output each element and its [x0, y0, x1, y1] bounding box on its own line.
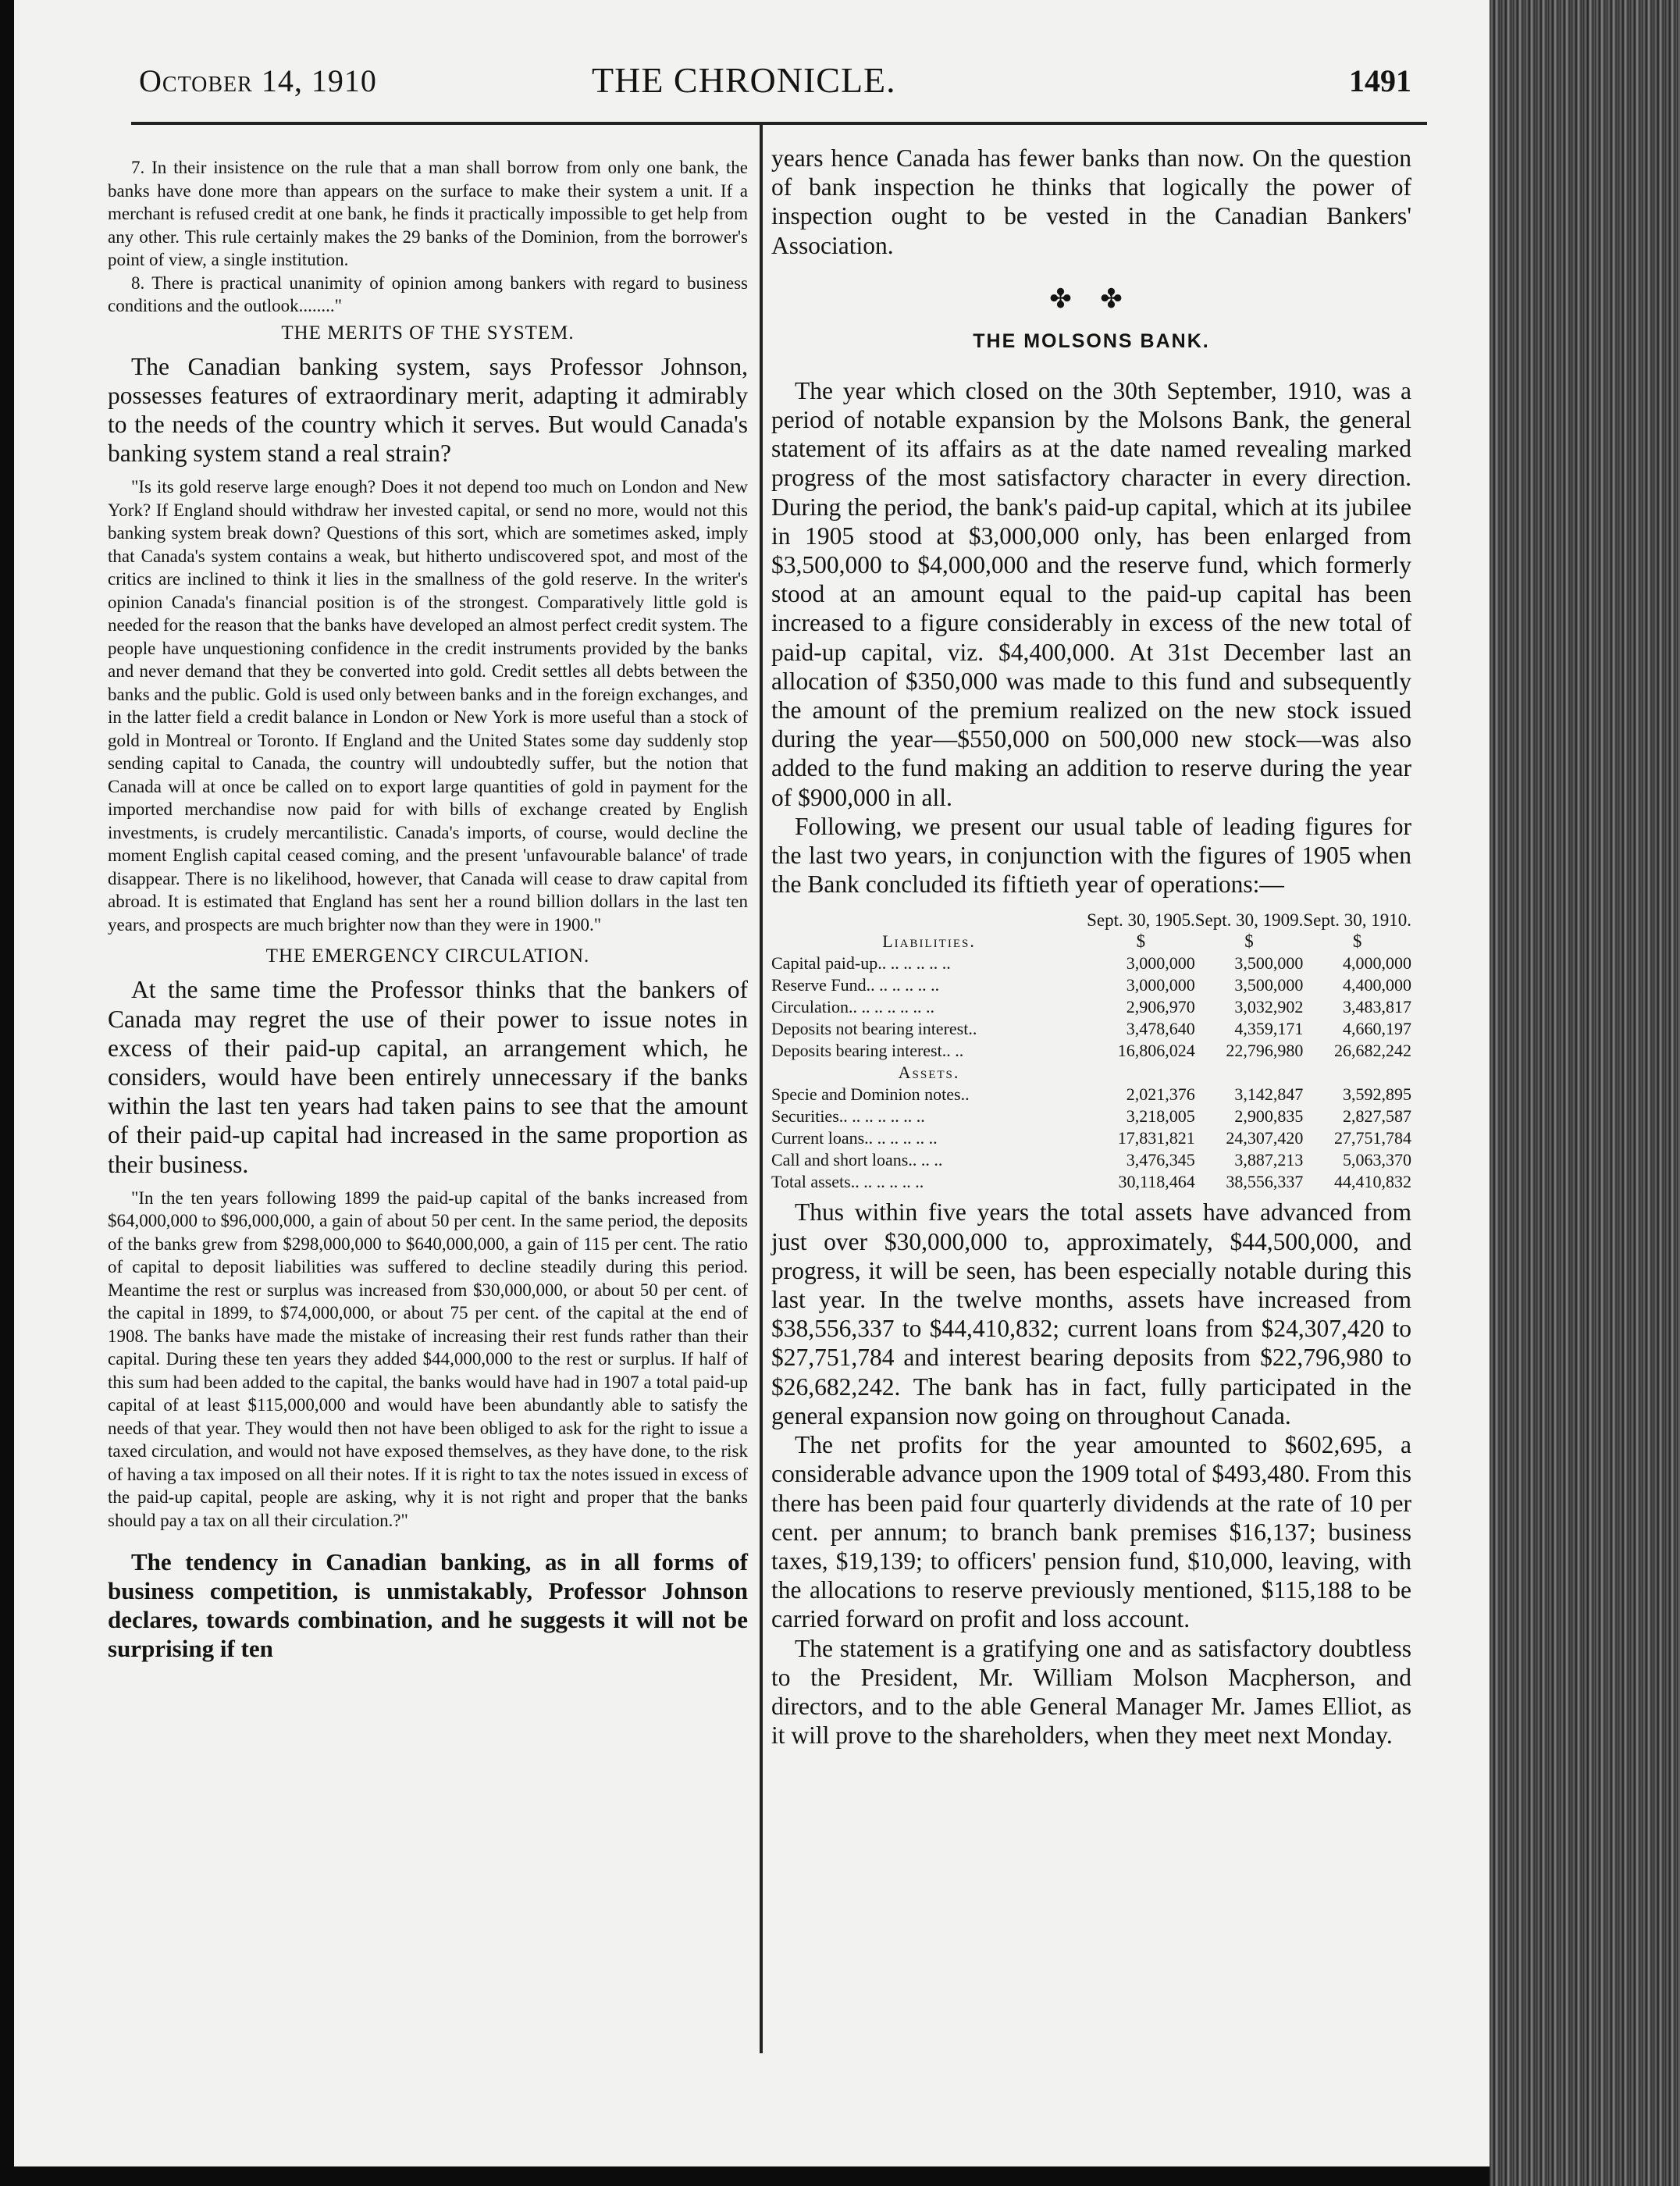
table-row — [771, 996, 1411, 1018]
molsons-paragraph-3: Thus within five years the total assets have advanced from just over $30,000,000 to, approximately, $44,500,000, and progress, it will be seen, has been especially notable during this last year. In the twelve months, assets have increased from $38,556,337 to $44,410,832; current loans from $24,307,420 to $27,751,784 and interest bearing deposits from $22,796,980 to $26,682,242. The bank has in fact, fully participated in the general expansion now going on throughout Canada. — [771, 1198, 1411, 1429]
table-row — [771, 1105, 1411, 1127]
value-1909: 3,500,000 — [1234, 975, 1304, 995]
row-label: Capital paid-up.. .. .. .. .. .. — [771, 953, 951, 974]
value-1909: 24,307,420 — [1226, 1128, 1304, 1148]
financial-table — [771, 910, 1411, 1193]
closing-paragraph: The tendency in Canadian banking, as in all forms of business competition, is unmistakably, Professor Johnson declares, towards combination, and he suggests it will not be surprising if ten — [108, 1548, 748, 1663]
header-rule — [131, 122, 1427, 125]
value-1910: 44,410,832 — [1334, 1172, 1411, 1192]
value-1905: 17,831,821 — [1117, 1128, 1195, 1148]
emergency-quote: "In the ten years following 1899 the paid-up capital of the banks increased from $64,000,000 to $96,000,000, a gain of about 50 per cent. In the same period, the deposits of the banks grew from $298,000,000 to $640,000,000, a gain of 115 per cent. The ratio of capital to deposit liabilities was suffered to decline steadily during this period. Meantime the rest or surplus was increased from $30,000,000, or about 50 per cent. of the capital in 1899, to $74,000,000, or about 75 per cent. of the capital at the end of 1908. The banks have made the mistake of increasing their rest funds rather than their capital. During these ten years they added $44,000,000 to the rest or surplus. If half of this sum had been added to the capital, the banks would have had in 1907 a total paid-up capital of at least $115,000,000 and would have been abundantly able to satisfy the needs of that year. They would then not have been obliged to ask for the right to issue a taxed circulation, and would not have exposed themselves, as they have done, to the risk of having a tax imposed on all their notes. If it is right to tax the notes issued in excess of the paid-up capital, people are asking, why it is not right and proper that the banks should pay a tax on all their circulation.?" — [108, 1187, 748, 1530]
assets-rows — [771, 1084, 1411, 1193]
currency-symbol: $ — [1244, 931, 1254, 952]
value-1909: 38,556,337 — [1226, 1172, 1304, 1192]
row-label: Deposits not bearing interest.. — [771, 1019, 977, 1039]
table-row — [771, 1171, 1411, 1193]
table-row — [771, 1018, 1411, 1040]
currency-symbol: $ — [1136, 931, 1146, 952]
row-label: Deposits bearing interest.. .. — [771, 1041, 964, 1061]
liabilities-label: Liabilities. — [882, 931, 976, 952]
currency-symbol: $ — [1352, 931, 1362, 952]
row-label: Current loans.. .. .. .. .. .. — [771, 1128, 938, 1148]
newspaper-page — [14, 0, 1490, 2166]
value-1909: 3,500,000 — [1234, 953, 1304, 974]
value-1910: 5,063,370 — [1343, 1150, 1411, 1170]
header-date: October 14, 1910 — [139, 63, 377, 98]
value-1910: 4,000,000 — [1343, 953, 1411, 974]
value-1910: 3,483,817 — [1343, 997, 1411, 1017]
molsons-paragraph-5: The statement is a gratifying one and as satisfactory doubtless to the President, Mr. William Molson Macpherson, and directors, and to the able General Manager Mr. James Elliot, as it will prove to the shareholders, when they meet next Monday. — [771, 1634, 1411, 1750]
value-1905: 3,476,345 — [1126, 1150, 1195, 1170]
assets-label: Assets. — [898, 1063, 960, 1083]
value-1910: 27,751,784 — [1334, 1128, 1411, 1148]
value-1905: 2,906,970 — [1126, 997, 1195, 1017]
value-1905: 16,806,024 — [1117, 1041, 1195, 1061]
table-row — [771, 1040, 1411, 1062]
publication-title: THE CHRONICLE. — [592, 60, 896, 100]
value-1905: 3,000,000 — [1126, 975, 1195, 995]
value-1909: 3,142,847 — [1234, 1084, 1304, 1105]
value-1910: 2,827,587 — [1343, 1106, 1411, 1127]
merits-quote: "Is its gold reserve large enough? Does it not depend too much on London and New York? If England should withdraw her invested capital, or send no more, would not this banking system break down? Questions of this sort, which are sometimes asked, imply that Canada's system contains a weak, but hitherto undiscovered spot, and most of the critics are inclined to think it lies in the smallness of the gold reserve. In the writer's opinion Canada's financial position is of the strongest. Comparatively little gold is needed for the reason that the banks have developed an almost perfect credit system. The people have unquestioning confidence in the credit instruments provided by the banks and never demand that they be converted into gold. Credit settles all debts between the banks and the public. Gold is used only between banks and in the foreign exchanges, and in the latter field a credit balance in London or New York is more useful than a stock of gold in Montreal or Toronto. If England and the United States some day suddenly stop sending capital to Canada, the country will undoubtedly suffer, but the notion that Canada will at once be called on to export large quantities of gold in payment for the imported merchandise now paid for with bills of exchange created by English investments, is crudely mercantilistic. Canada's imports, of course, would decline the moment English capital ceased coming, and the present 'unfavourable balance' of trade disappear. There is no likelihood, however, that Canada will cease to draw capital from abroad. It is estimated that England has sent her a round billion dollars in the last ten years, and prospects are much brighter now than they were in 1900." — [108, 477, 748, 935]
value-1905: 3,478,640 — [1126, 1019, 1195, 1039]
quote-item-8: 8. There is practical unanimity of opinion among bankers with regard to business conditions and the outlook........" — [108, 272, 748, 315]
row-label: Circulation.. .. .. .. .. .. .. — [771, 997, 934, 1017]
liabilities-rows — [771, 952, 1411, 1062]
table-row — [771, 952, 1411, 974]
row-label: Total assets.. .. .. .. .. .. — [771, 1172, 924, 1192]
value-1905: 30,118,464 — [1118, 1172, 1195, 1192]
section-title-molsons: THE MOLSONS BANK. — [973, 329, 1210, 352]
heading-emergency: THE EMERGENCY CIRCULATION. — [265, 945, 590, 967]
molsons-paragraph-4: The net profits for the year amounted to $602,695, a considerable advance upon the 1909 total of $493,480. From this there has been paid four quarterly dividends at the rate of 10 per cent. per annum; to branch bank premises $16,137; business taxes, $19,139; to officers' pension fund, $10,000, leaving, with the allocations to reserve previously mentioned, $115,188 to be carried forward on profit and loss account. — [771, 1431, 1411, 1633]
book-spine-edge — [1490, 0, 1680, 2186]
value-1909: 2,900,835 — [1234, 1106, 1304, 1127]
value-1909: 4,359,171 — [1234, 1019, 1304, 1039]
value-1905: 3,000,000 — [1126, 953, 1195, 974]
left-column — [108, 133, 748, 1663]
col-header-1910: Sept. 30, 1910. — [1303, 910, 1411, 931]
right-column — [771, 133, 1411, 1750]
row-label: Call and short loans.. .. .. — [771, 1150, 943, 1170]
value-1909: 22,796,980 — [1226, 1041, 1304, 1061]
value-1909: 3,887,213 — [1234, 1150, 1304, 1170]
value-1905: 2,021,376 — [1126, 1084, 1195, 1105]
column-divider — [760, 125, 763, 2053]
row-label: Securities.. .. .. .. .. .. .. — [771, 1106, 925, 1127]
value-1910: 4,660,197 — [1343, 1019, 1411, 1039]
value-1909: 3,032,902 — [1234, 997, 1304, 1017]
table-row — [771, 1127, 1411, 1149]
col-header-1909: Sept. 30, 1909. — [1194, 910, 1304, 931]
value-1910: 3,592,895 — [1343, 1084, 1411, 1105]
quote-item-7: 7. In their insistence on the rule that a man shall borrow from only one bank, the banks have done more than appears on the surface to make their system a unit. If a merchant is refused credit at one bank, he finds it practically impossible to get help from any other. This rule certainly makes the 29 banks of the Dominion, from the borrower's point of view, a single institution. — [108, 158, 748, 269]
value-1910: 26,682,242 — [1334, 1041, 1411, 1061]
ornament-dingbat: ✤ ✤ — [1049, 284, 1134, 314]
table-row — [771, 974, 1411, 996]
col-header-1905: Sept. 30, 1905. — [1087, 910, 1195, 931]
value-1905: 3,218,005 — [1126, 1106, 1195, 1127]
continuation-paragraph: years hence Canada has fewer banks than now. On the question of bank inspection he thinks that logically the power of inspection ought to be vested in the Canadian Bankers' Association. — [771, 144, 1411, 259]
heading-merits: THE MERITS OF THE SYSTEM. — [281, 322, 575, 344]
row-label: Specie and Dominion notes.. — [771, 1084, 970, 1105]
value-1910: 4,400,000 — [1343, 975, 1411, 995]
page-number: 1491 — [1349, 63, 1411, 98]
table-row — [771, 1149, 1411, 1171]
table-row — [771, 1084, 1411, 1105]
row-label: Reserve Fund.. .. .. .. .. .. — [771, 975, 940, 995]
merits-paragraph: The Canadian banking system, says Professor Johnson, possesses features of extraordinary merit, adapting it admirably to the needs of the country which it serves. But would Canada's banking system stand a real strain? — [108, 352, 748, 468]
molsons-paragraph-2: Following, we present our usual table of leading figures for the last two years, in conjunction with the figures of 1905 when the Bank concluded its fiftieth year of operations:— — [771, 812, 1411, 899]
page-header — [139, 62, 1411, 109]
emergency-paragraph: At the same time the Professor thinks that the bankers of Canada may regret the use of their power to issue notes in excess of their paid-up capital, an arrangement which, he considers, would have been entirely unnecessary if the banks within the last ten years had taken pains to see that the amount of their paid-up capital had increased in the same proportion as their business. — [108, 976, 748, 1178]
molsons-paragraph-1: The year which closed on the 30th September, 1910, was a period of notable expansion by the Molsons Bank, the general statement of its affairs as at the date named revealing marked progress of the most satisfactory character in every direction. During the period, the bank's paid-up capital, which at its jubilee in 1905 stood at $3,000,000 only, has been enlarged from $3,500,000 to $4,000,000 and the reserve fund, which formerly stood at an amount equal to the paid-up capital has been increased to a figure considerably in excess of the new total of paid-up capital, viz. $4,400,000. At 31st December last an allocation of $350,000 was made to this fund and subsequently the amount of the premium realized on the new stock issued during the year—$550,000 on 500,000 new stock—was also added to the fund making an addition to reserve during the year of $900,000 in all. — [771, 376, 1411, 811]
